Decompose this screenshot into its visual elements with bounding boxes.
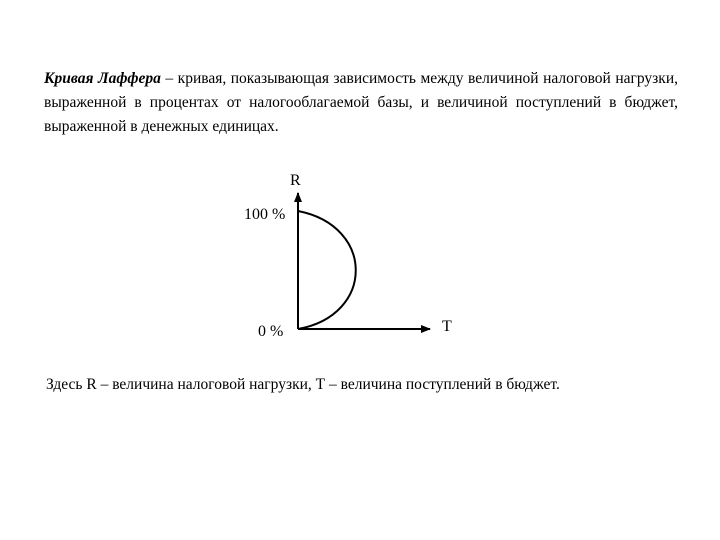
definition-term: Кривая Лаффера	[44, 70, 161, 87]
axis-label-r: R	[290, 172, 301, 189]
tick-label-100-percent: 100 %	[244, 206, 286, 223]
axis-label-t: T	[442, 318, 452, 335]
definition-body: – кривая, показывающая зависимость между величиной налоговой нагрузки, выраженной в процентах от налогооблагаемой базы, и величиной поступлений в бюджет, выраженной в денежных единицах.	[44, 70, 679, 135]
figure-caption: Здесь R – величина налоговой нагрузки, Т – величина поступлений в бюджет.	[46, 376, 560, 393]
tick-label-0-percent: 0 %	[258, 323, 284, 340]
laffer-curve	[298, 211, 356, 329]
